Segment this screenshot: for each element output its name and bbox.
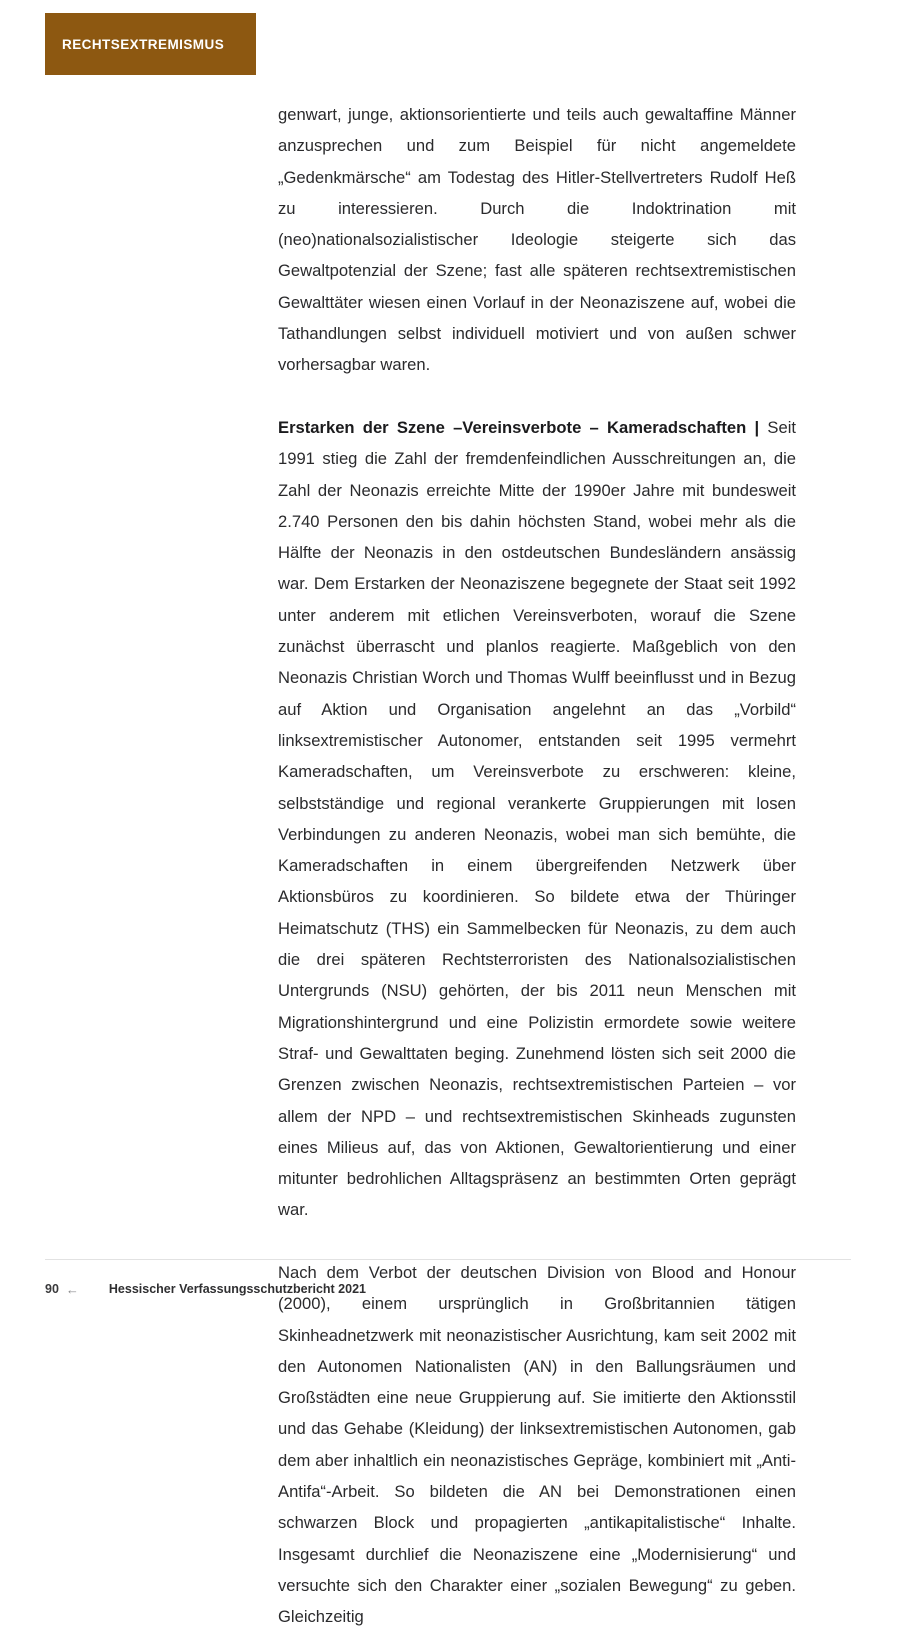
paragraph-erstarken <box>278 412 796 1226</box>
arrow-left-icon[interactable]: ← <box>65 1281 79 1297</box>
footer-page-number: 90 <box>45 1282 59 1296</box>
paragraph-text: Seit 1991 stieg die Zahl der fremdenfeindlichen Ausschreitungen an, die Zahl der Neonazis erreichte Mitte der 1990er Jahre mit bundesweit 2.740 Personen den bis dahin höchsten Stand, wobei mehr als die Hälfte der Neonazis in den ostdeutschen Bundesländern ansässig war. Dem Erstarken der Neonaziszene begegnete der Staat seit 1992 unter anderem mit etlichen Vereinsverboten, worauf die Szene zunächst überrascht und planlos reagierte. Maßgeblich von den Neonazis Christian Worch und Thomas Wulff beeinflusst und in Bezug auf Aktion und Organisation angelehnt an das „Vorbild“ linksextremistischer Autonomer, entstanden seit 1995 vermehrt Kameradschaften, um Vereinsverbote zu erschweren: kleine, selbstständige und regional verankerte Gruppierungen mit losen Verbindungen zu anderen Neonazis, wobei man sich bemühte, die Kameradschaften in einem übergreifenden Netzwerk über Aktionsbüros zu koordinieren. So bildete etwa der Thüringer Heimatschutz (THS) ein Sammelbecken für Neonazis, zu dem auch die drei späteren Rechtsterroristen des Nationalsozialistischen Untergrunds (NSU) gehörten, der bis 2011 neun Menschen mit Migrationshintergrund und eine Polizistin ermordete sowie weitere Straf- und Gewalttaten beging. Zunehmend lösten sich seit 2000 die Grenzen zwischen Neonazis, rechtsextremistischen Parteien – vor allem der NPD – und rechtsextremistischen Skinheads zugunsten eines Milieus auf, das von Aktionen, Gewaltorientierung und einer mitunter bedrohlichen Alltagspräsenz an bestimmten Orten geprägt war. <box>278 417 796 1220</box>
run-in-heading-erstarken: Erstarken der Szene –Vereinsverbote – Kameradschaften | <box>278 417 768 437</box>
paragraph-text: genwart, junge, aktionsorientierte und teils auch gewaltaffine Männer anzusprechen und zum Beispiel für nicht angemeldete „Gedenkmärsche“ am Todestag des Hitler-Stellvertreters Rudolf Heß zu interessieren. Durch die Indoktrination mit (neo)nationalsozialistischer Ideologie steigerte sich das Gewaltpotenzial der Szene; fast alle späteren rechtsextremistischen Gewalttäter wiesen einen Vorlauf in der Neonaziszene auf, wobei die Tathandlungen selbst individuell motiviert und von außen schwer vorhersagbar waren. <box>278 105 796 375</box>
section-tab-label: RECHTSEXTREMISMUS <box>62 36 225 52</box>
paragraph-text: Nach dem Verbot der deutschen Division von Blood and Honour (2000), einem ursprünglich in Großbritannien tätigen Skinheadnetzwerk mit neonazistischer Ausrichtung, kam seit 2002 mit den Autonomen Nationalisten (AN) in den Ballungsräumen und Großstädten eine neue Gruppierung auf. Sie imitierte den Aktionsstil und das Gehabe (Kleidung) der linksextremistischen Autonomen, gab dem aber inhaltlich ein neonazistisches Gepräge, kombiniert mit „Anti-Antifa“-Arbeit. So bildeten die AN bei Demonstrationen einen schwarzen Block und propagierten „antikapitalistische“ Inhalte. Insgesamt durchlief die Neonaziszene eine „Modernisierung“ und versuchte sich den Charakter einer „sozialen Bewegung“ zu geben. Gleichzeitig <box>278 1262 796 1627</box>
body-text-column <box>278 99 796 1633</box>
paragraph-blood-and-honour <box>278 1257 796 1633</box>
paragraph-spacer <box>278 381 796 412</box>
footer-divider <box>45 1259 851 1260</box>
page-footer <box>45 1278 745 1300</box>
paragraph-spacer <box>278 1226 796 1257</box>
footer-title: Hessischer Verfassungsschutzbericht 2021 <box>108 1282 366 1296</box>
section-tab-rechtsextremismus <box>45 13 256 75</box>
paragraph-continued <box>278 99 796 381</box>
